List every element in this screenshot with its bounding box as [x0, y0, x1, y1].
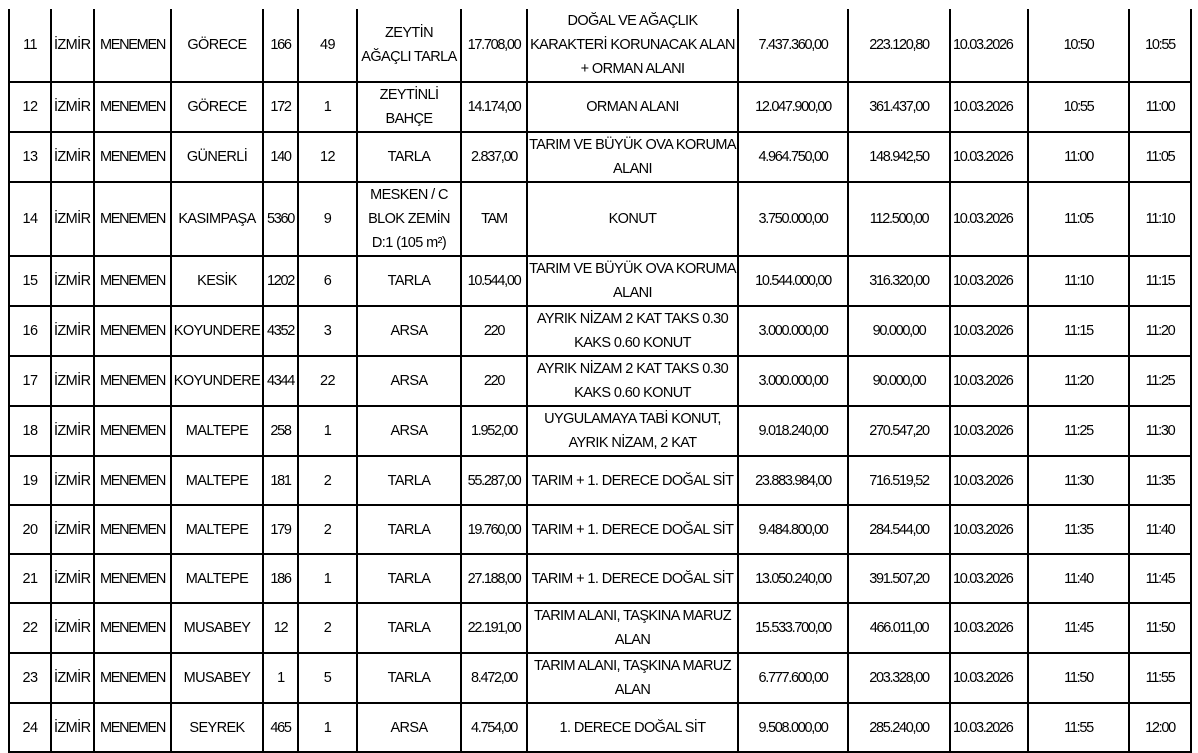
cell-bitis-saati: 11:30: [1129, 406, 1191, 456]
cell-muhammen-bedel: 23.883.984,00: [738, 456, 848, 505]
cell-ihale-tarihi: 10.03.2026: [950, 505, 1028, 554]
cell-parsel: 1: [298, 406, 357, 456]
cell-parsel: 12: [298, 132, 357, 182]
cell-sira-no: 14: [9, 182, 51, 256]
cell-sira-no: 16: [9, 306, 51, 356]
cell-ada: 258: [263, 406, 298, 456]
cell-mahalle: GÜNERLİ: [171, 132, 263, 182]
cell-il: İZMİR: [51, 182, 94, 256]
cell-muhammen-bedel: 10.544.000,00: [738, 256, 848, 306]
table-row: [9, 306, 1191, 356]
cell-imar-durumu: UYGULAMAYA TABİ KONUT, AYRIK NİZAM, 2 KAT: [527, 406, 738, 456]
cell-parsel: 2: [298, 603, 357, 653]
cell-baslangic-saati: 11:50: [1028, 653, 1129, 703]
cell-ihale-tarihi: 10.03.2026: [950, 703, 1028, 752]
cell-yuzolcumu: 55.287,00: [461, 456, 527, 505]
table-row: [9, 505, 1191, 554]
cell-ihale-tarihi: 10.03.2026: [950, 182, 1028, 256]
cell-sira-no: 12: [9, 82, 51, 132]
cell-gecici-teminat: 316.320,00: [848, 256, 950, 306]
cell-baslangic-saati: 10:55: [1028, 82, 1129, 132]
cell-il: İZMİR: [51, 356, 94, 406]
cell-ada: 4352: [263, 306, 298, 356]
cell-baslangic-saati: 10:50: [1028, 9, 1129, 82]
cell-ilce: MENEMEN: [94, 356, 171, 406]
cell-ihale-tarihi: 10.03.2026: [950, 406, 1028, 456]
cell-baslangic-saati: 11:10: [1028, 256, 1129, 306]
cell-parsel: 5: [298, 653, 357, 703]
cell-nitelik: TARLA: [357, 603, 461, 653]
cell-mahalle: KOYUNDERE: [171, 356, 263, 406]
cell-ada: 5360: [263, 182, 298, 256]
cell-ilce: MENEMEN: [94, 406, 171, 456]
cell-gecici-teminat: 361.437,00: [848, 82, 950, 132]
cell-baslangic-saati: 11:20: [1028, 356, 1129, 406]
table-row: [9, 356, 1191, 406]
cell-parsel: 6: [298, 256, 357, 306]
cell-muhammen-bedel: 7.437.360,00: [738, 9, 848, 82]
cell-bitis-saati: 11:20: [1129, 306, 1191, 356]
cell-yuzolcumu: 4.754,00: [461, 703, 527, 752]
cell-nitelik: TARLA: [357, 653, 461, 703]
cell-bitis-saati: 11:45: [1129, 554, 1191, 603]
cell-sira-no: 20: [9, 505, 51, 554]
cell-baslangic-saati: 11:25: [1028, 406, 1129, 456]
cell-ihale-tarihi: 10.03.2026: [950, 132, 1028, 182]
cell-muhammen-bedel: 9.018.240,00: [738, 406, 848, 456]
cell-imar-durumu: KONUT: [527, 182, 738, 256]
cell-muhammen-bedel: 4.964.750,00: [738, 132, 848, 182]
cell-bitis-saati: 11:00: [1129, 82, 1191, 132]
cell-il: İZMİR: [51, 132, 94, 182]
cell-gecici-teminat: 223.120,80: [848, 9, 950, 82]
cell-sira-no: 19: [9, 456, 51, 505]
cell-ilce: MENEMEN: [94, 132, 171, 182]
cell-ilce: MENEMEN: [94, 603, 171, 653]
cell-imar-durumu: 1. DERECE DOĞAL SİT: [527, 703, 738, 752]
cell-ilce: MENEMEN: [94, 306, 171, 356]
cell-ilce: MENEMEN: [94, 653, 171, 703]
cell-nitelik: ARSA: [357, 406, 461, 456]
cell-muhammen-bedel: 3.000.000,00: [738, 356, 848, 406]
cell-mahalle: KESİK: [171, 256, 263, 306]
cell-bitis-saati: 11:40: [1129, 505, 1191, 554]
cell-gecici-teminat: 284.544,00: [848, 505, 950, 554]
cell-sira-no: 13: [9, 132, 51, 182]
table-row: [9, 82, 1191, 132]
cell-nitelik: TARLA: [357, 505, 461, 554]
cell-bitis-saati: 11:25: [1129, 356, 1191, 406]
cell-ilce: MENEMEN: [94, 505, 171, 554]
table-row: [9, 456, 1191, 505]
cell-bitis-saati: 11:35: [1129, 456, 1191, 505]
cell-gecici-teminat: 466.011,00: [848, 603, 950, 653]
cell-yuzolcumu: 17.708,00: [461, 9, 527, 82]
cell-ada: 181: [263, 456, 298, 505]
cell-yuzolcumu: 8.472,00: [461, 653, 527, 703]
cell-il: İZMİR: [51, 256, 94, 306]
cell-muhammen-bedel: 13.050.240,00: [738, 554, 848, 603]
cell-parsel: 1: [298, 554, 357, 603]
auction-schedule-table: [8, 9, 1192, 753]
table-row: [9, 182, 1191, 256]
cell-mahalle: KASIMPAŞA: [171, 182, 263, 256]
table-row: [9, 653, 1191, 703]
cell-muhammen-bedel: 3.000.000,00: [738, 306, 848, 356]
cell-il: İZMİR: [51, 406, 94, 456]
table-row: [9, 554, 1191, 603]
cell-nitelik: MESKEN / C BLOK ZEMİN D:1 (105 m²): [357, 182, 461, 256]
cell-mahalle: MUSABEY: [171, 603, 263, 653]
auction-table-container: [8, 9, 1192, 753]
cell-ihale-tarihi: 10.03.2026: [950, 256, 1028, 306]
cell-bitis-saati: 11:15: [1129, 256, 1191, 306]
cell-nitelik: ARSA: [357, 306, 461, 356]
cell-bitis-saati: 12:00: [1129, 703, 1191, 752]
cell-il: İZMİR: [51, 603, 94, 653]
cell-ihale-tarihi: 10.03.2026: [950, 306, 1028, 356]
cell-ada: 179: [263, 505, 298, 554]
cell-yuzolcumu: 10.544,00: [461, 256, 527, 306]
cell-ihale-tarihi: 10.03.2026: [950, 9, 1028, 82]
cell-sira-no: 15: [9, 256, 51, 306]
cell-mahalle: SEYREK: [171, 703, 263, 752]
cell-gecici-teminat: 90.000,00: [848, 306, 950, 356]
cell-muhammen-bedel: 9.508.000,00: [738, 703, 848, 752]
cell-imar-durumu: TARIM VE BÜYÜK OVA KORUMA ALANI: [527, 256, 738, 306]
cell-ilce: MENEMEN: [94, 554, 171, 603]
cell-bitis-saati: 11:50: [1129, 603, 1191, 653]
cell-baslangic-saati: 11:40: [1028, 554, 1129, 603]
cell-ilce: MENEMEN: [94, 456, 171, 505]
table-row: [9, 256, 1191, 306]
cell-bitis-saati: 11:10: [1129, 182, 1191, 256]
cell-nitelik: ZEYTİN AĞAÇLI TARLA: [357, 9, 461, 82]
cell-baslangic-saati: 11:00: [1028, 132, 1129, 182]
cell-ilce: MENEMEN: [94, 182, 171, 256]
cell-muhammen-bedel: 3.750.000,00: [738, 182, 848, 256]
cell-il: İZMİR: [51, 653, 94, 703]
cell-yuzolcumu: 19.760,00: [461, 505, 527, 554]
cell-sira-no: 22: [9, 603, 51, 653]
cell-il: İZMİR: [51, 306, 94, 356]
cell-baslangic-saati: 11:05: [1028, 182, 1129, 256]
cell-mahalle: MALTEPE: [171, 554, 263, 603]
cell-baslangic-saati: 11:45: [1028, 603, 1129, 653]
table-row: [9, 703, 1191, 752]
cell-gecici-teminat: 203.328,00: [848, 653, 950, 703]
cell-nitelik: ARSA: [357, 356, 461, 406]
cell-muhammen-bedel: 12.047.900,00: [738, 82, 848, 132]
cell-yuzolcumu: 14.174,00: [461, 82, 527, 132]
table-row: [9, 603, 1191, 653]
cell-ilce: MENEMEN: [94, 82, 171, 132]
cell-ada: 12: [263, 603, 298, 653]
cell-ilce: MENEMEN: [94, 703, 171, 752]
cell-sira-no: 21: [9, 554, 51, 603]
cell-muhammen-bedel: 6.777.600,00: [738, 653, 848, 703]
cell-muhammen-bedel: 9.484.800,00: [738, 505, 848, 554]
table-row: [9, 406, 1191, 456]
cell-ihale-tarihi: 10.03.2026: [950, 603, 1028, 653]
cell-yuzolcumu: 2.837,00: [461, 132, 527, 182]
cell-parsel: 1: [298, 703, 357, 752]
cell-il: İZMİR: [51, 82, 94, 132]
cell-baslangic-saati: 11:15: [1028, 306, 1129, 356]
cell-gecici-teminat: 391.507,20: [848, 554, 950, 603]
cell-mahalle: MALTEPE: [171, 505, 263, 554]
cell-sira-no: 18: [9, 406, 51, 456]
cell-ilce: MENEMEN: [94, 9, 171, 82]
cell-parsel: 9: [298, 182, 357, 256]
cell-imar-durumu: AYRIK NİZAM 2 KAT TAKS 0.30 KAKS 0.60 KONUT: [527, 306, 738, 356]
cell-parsel: 22: [298, 356, 357, 406]
cell-bitis-saati: 10:55: [1129, 9, 1191, 82]
cell-mahalle: MALTEPE: [171, 456, 263, 505]
cell-ada: 4344: [263, 356, 298, 406]
cell-gecici-teminat: 285.240,00: [848, 703, 950, 752]
cell-imar-durumu: TARIM + 1. DERECE DOĞAL SİT: [527, 554, 738, 603]
cell-parsel: 49: [298, 9, 357, 82]
cell-sira-no: 23: [9, 653, 51, 703]
cell-baslangic-saati: 11:35: [1028, 505, 1129, 554]
cell-ada: 1: [263, 653, 298, 703]
cell-yuzolcumu: 1.952,00: [461, 406, 527, 456]
cell-gecici-teminat: 148.942,50: [848, 132, 950, 182]
cell-ada: 172: [263, 82, 298, 132]
cell-bitis-saati: 11:05: [1129, 132, 1191, 182]
cell-nitelik: ZEYTİNLİ BAHÇE: [357, 82, 461, 132]
cell-imar-durumu: AYRIK NİZAM 2 KAT TAKS 0.30 KAKS 0.60 KONUT: [527, 356, 738, 406]
cell-nitelik: TARLA: [357, 554, 461, 603]
cell-ilce: MENEMEN: [94, 256, 171, 306]
cell-sira-no: 24: [9, 703, 51, 752]
cell-il: İZMİR: [51, 9, 94, 82]
cell-gecici-teminat: 112.500,00: [848, 182, 950, 256]
cell-il: İZMİR: [51, 554, 94, 603]
cell-ihale-tarihi: 10.03.2026: [950, 554, 1028, 603]
cell-ada: 465: [263, 703, 298, 752]
cell-baslangic-saati: 11:30: [1028, 456, 1129, 505]
cell-bitis-saati: 11:55: [1129, 653, 1191, 703]
cell-mahalle: GÖRECE: [171, 9, 263, 82]
cell-imar-durumu: TARIM ALANI, TAŞKINA MARUZ ALAN: [527, 653, 738, 703]
cell-mahalle: KOYUNDERE: [171, 306, 263, 356]
cell-gecici-teminat: 270.547,20: [848, 406, 950, 456]
cell-ihale-tarihi: 10.03.2026: [950, 82, 1028, 132]
cell-il: İZMİR: [51, 505, 94, 554]
cell-imar-durumu: TARIM + 1. DERECE DOĞAL SİT: [527, 456, 738, 505]
cell-yuzolcumu: 27.188,00: [461, 554, 527, 603]
table-row: [9, 132, 1191, 182]
cell-parsel: 2: [298, 456, 357, 505]
cell-nitelik: TARLA: [357, 256, 461, 306]
cell-nitelik: TARLA: [357, 132, 461, 182]
cell-baslangic-saati: 11:55: [1028, 703, 1129, 752]
cell-yuzolcumu: 22.191,00: [461, 603, 527, 653]
cell-parsel: 2: [298, 505, 357, 554]
cell-parsel: 1: [298, 82, 357, 132]
cell-ada: 140: [263, 132, 298, 182]
cell-imar-durumu: ORMAN ALANI: [527, 82, 738, 132]
cell-il: İZMİR: [51, 456, 94, 505]
table-row: [9, 9, 1191, 82]
cell-nitelik: TARLA: [357, 456, 461, 505]
cell-sira-no: 11: [9, 9, 51, 82]
cell-yuzolcumu: TAM: [461, 182, 527, 256]
cell-ada: 186: [263, 554, 298, 603]
cell-imar-durumu: TARIM + 1. DERECE DOĞAL SİT: [527, 505, 738, 554]
cell-mahalle: MALTEPE: [171, 406, 263, 456]
cell-ihale-tarihi: 10.03.2026: [950, 456, 1028, 505]
cell-parsel: 3: [298, 306, 357, 356]
cell-yuzolcumu: 220: [461, 306, 527, 356]
cell-mahalle: GÖRECE: [171, 82, 263, 132]
cell-sira-no: 17: [9, 356, 51, 406]
cell-nitelik: ARSA: [357, 703, 461, 752]
cell-ihale-tarihi: 10.03.2026: [950, 653, 1028, 703]
cell-gecici-teminat: 90.000,00: [848, 356, 950, 406]
cell-imar-durumu: TARIM VE BÜYÜK OVA KORUMA ALANI: [527, 132, 738, 182]
cell-ada: 1202: [263, 256, 298, 306]
cell-gecici-teminat: 716.519,52: [848, 456, 950, 505]
cell-imar-durumu: DOĞAL VE AĞAÇLIK KARAKTERİ KORUNACAK ALAN + ORMAN ALANI: [527, 9, 738, 82]
cell-ada: 166: [263, 9, 298, 82]
cell-imar-durumu: TARIM ALANI, TAŞKINA MARUZ ALAN: [527, 603, 738, 653]
cell-ihale-tarihi: 10.03.2026: [950, 356, 1028, 406]
cell-muhammen-bedel: 15.533.700,00: [738, 603, 848, 653]
cell-yuzolcumu: 220: [461, 356, 527, 406]
cell-mahalle: MUSABEY: [171, 653, 263, 703]
cell-il: İZMİR: [51, 703, 94, 752]
